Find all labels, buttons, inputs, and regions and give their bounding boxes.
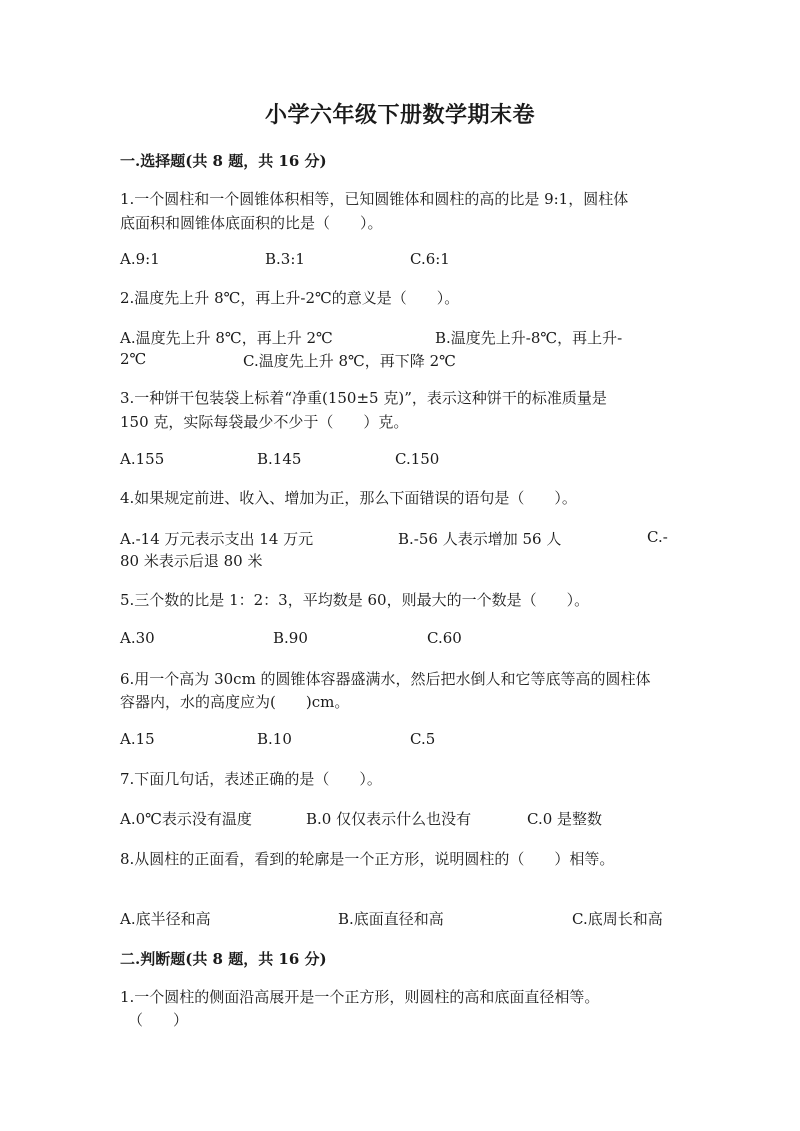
judgement-1-answer-blank: （ ） bbox=[128, 1011, 189, 1029]
question-5-option-a: A.30 bbox=[120, 629, 155, 647]
question-4-option-c: C.- bbox=[647, 528, 668, 546]
question-3-option-c: C.150 bbox=[395, 450, 440, 468]
question-6-text-line2: 容器内，水的高度应为( )cm。 bbox=[120, 693, 350, 711]
question-8-text: 8.从圆柱的正面看，看到的轮廓是一个正方形，说明圆柱的（ ）相等。 bbox=[120, 850, 615, 868]
question-6-option-c: C.5 bbox=[410, 730, 436, 748]
question-4-option-a: A.-14 万元表示支出 14 万元 bbox=[120, 530, 314, 548]
question-5-text: 5.三个数的比是 1：2：3，平均数是 60，则最大的一个数是（ ）。 bbox=[120, 591, 590, 609]
question-1-option-c: C.6:1 bbox=[410, 250, 450, 268]
question-2-option-a: A.温度先上升 8℃，再上升 2℃ bbox=[120, 329, 333, 347]
question-3-text-line1: 3.一种饼干包装袋上标着“净重(150±5 克)”，表示这种饼干的标准质量是 bbox=[120, 389, 607, 407]
question-3-option-b: B.145 bbox=[257, 450, 302, 468]
question-7-option-b: B.0 仅仅表示什么也没有 bbox=[306, 810, 472, 828]
question-7-text: 7.下面几句话，表述正确的是（ ）。 bbox=[120, 770, 382, 788]
question-1-option-b: B.3:1 bbox=[265, 250, 305, 268]
question-5-option-c: C.60 bbox=[427, 629, 462, 647]
question-6-option-a: A.15 bbox=[120, 730, 155, 748]
question-4-option-b: B.-56 人表示增加 56 人 bbox=[398, 530, 562, 548]
question-1-option-a: A.9:1 bbox=[120, 250, 160, 268]
question-6-text-line1: 6.用一个高为 30cm 的圆锥体容器盛满水，然后把水倒人和它等底等高的圆柱体 bbox=[120, 670, 651, 688]
question-3-text-line2: 150 克，实际每袋最少不少于（ ）克。 bbox=[120, 413, 409, 431]
question-8-option-c: C.底周长和高 bbox=[572, 910, 663, 928]
question-2-option-b-continued: 2℃ bbox=[120, 350, 147, 368]
question-8-option-b: B.底面直径和高 bbox=[338, 910, 444, 928]
page-title: 小学六年级下册数学期末卷 bbox=[264, 102, 535, 128]
question-2-option-b: B.温度先上升-8℃，再上升- bbox=[435, 329, 623, 347]
question-4-option-c-continued: 80 米表示后退 80 米 bbox=[120, 552, 263, 570]
judgement-1-text: 1.一个圆柱的侧面沿高展开是一个正方形，则圆柱的高和底面直径相等。 bbox=[120, 988, 600, 1006]
section-heading-choice: 一.选择题(共 8 题，共 16 分) bbox=[120, 152, 327, 170]
question-3-option-a: A.155 bbox=[120, 450, 165, 468]
question-6-option-b: B.10 bbox=[257, 730, 292, 748]
question-8-option-a: A.底半径和高 bbox=[120, 910, 211, 928]
question-2-option-c: C.温度先上升 8℃，再下降 2℃ bbox=[243, 352, 456, 370]
section-heading-judgement: 二.判断题(共 8 题，共 16 分) bbox=[120, 950, 327, 968]
question-5-option-b: B.90 bbox=[273, 629, 308, 647]
question-7-option-c: C.0 是整数 bbox=[527, 810, 603, 828]
question-2-text: 2.温度先上升 8℃，再上升-2℃的意义是（ ）。 bbox=[120, 289, 460, 307]
question-7-option-a: A.0℃表示没有温度 bbox=[120, 810, 252, 828]
question-1-text-line1: 1.一个圆柱和一个圆锥体积相等，已知圆锥体和圆柱的高的比是 9:1，圆柱体 bbox=[120, 190, 629, 208]
question-4-text: 4.如果规定前进、收入、增加为正，那么下面错误的语句是（ ）。 bbox=[120, 489, 577, 507]
question-1-text-line2: 底面积和圆锥体底面积的比是（ ）。 bbox=[120, 214, 383, 232]
